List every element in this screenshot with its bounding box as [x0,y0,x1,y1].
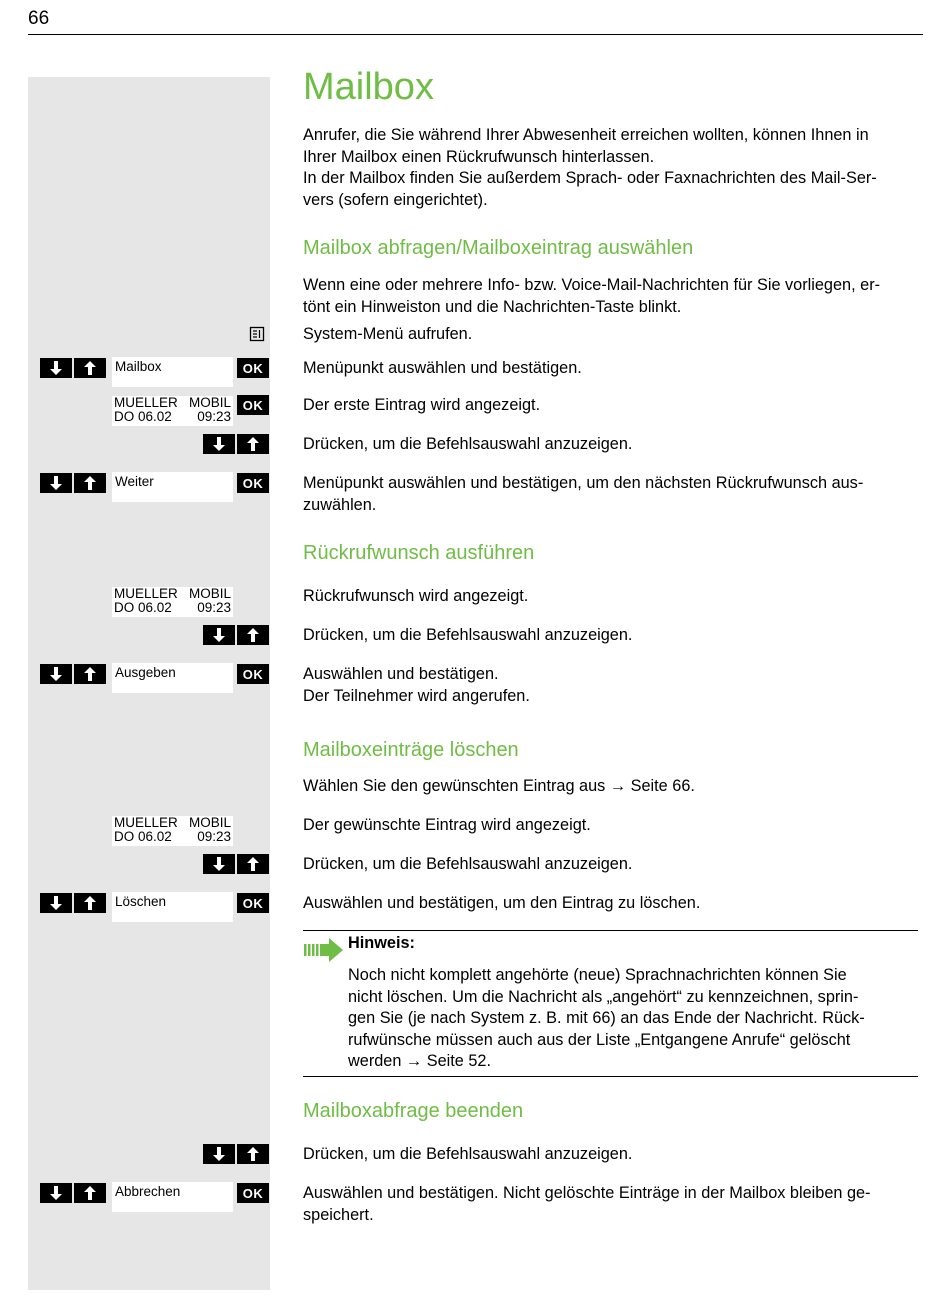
display-entry: MUELLER MOBIL DO 06.02 09:23 [114,815,231,844]
system-menu-icon[interactable] [249,326,265,342]
arrow-down-icon [49,360,63,376]
step-callback-shown: Rückrufwunsch wird angezeigt. [303,587,529,605]
section-intro-query: Wenn eine oder mehrere Info- bzw. Voice-Mail-Nachrichten für Sie vorliegen, er- tönt ein Hinweiston und die Nachrichten-Taste blinkt. [303,276,881,316]
arrow-up-key[interactable] [237,625,269,645]
arrow-up-key[interactable] [74,893,106,913]
arrow-up-key[interactable] [237,854,269,874]
step-system-menu: System-Menü aufrufen. [303,325,473,343]
page-title: Mailbox [303,66,434,108]
ok-button[interactable]: OK [237,395,269,415]
arrow-down-key[interactable] [40,1183,72,1203]
arrow-up-icon [246,436,260,452]
arrow-up-key[interactable] [74,358,106,378]
page-number: 66 [28,8,50,29]
ok-button[interactable]: OK [237,664,269,684]
arrow-down-icon [212,856,226,872]
arrow-up-icon [83,475,97,491]
step-delete-entry: Auswählen und bestätigen, um den Eintrag zu löschen. [303,894,701,912]
arrow-down-icon [49,666,63,682]
intro-text: Anrufer, die Sie während Ihrer Abwesenheit erreichen wollten, können Ihnen in Ihrer Mailbox einen Rückrufwunsch hinterlassen. In der Mailbox finden Sie außerdem Sprach- oder Faxnachrichten des Mail-Ser- vers (sofern eingerichtet). [303,126,877,209]
menu-item-mailbox[interactable]: Mailbox [112,357,233,387]
menu-item-loeschen[interactable]: Löschen [112,892,233,922]
hint-top-rule [303,930,918,931]
arrow-down-icon [49,1185,63,1201]
arrow-down-icon [49,475,63,491]
menu-item-ausgeben[interactable]: Ausgeben [112,663,233,693]
ok-button[interactable]: OK [237,1183,269,1203]
arrow-down-key[interactable] [40,893,72,913]
ok-button[interactable]: OK [237,473,269,493]
step-dial: Auswählen und bestätigen. Der Teilnehmer wird angerufen. [303,665,530,705]
step-show-commands: Drücken, um die Befehlsauswahl anzuzeigen. [303,626,633,644]
arrow-down-key[interactable] [203,854,235,874]
arrow-up-icon [246,627,260,643]
arrow-up-key[interactable] [74,1183,106,1203]
hint-text: Noch nicht komplett angehörte (neue) Sprachnachrichten können Sie nicht löschen. Um die Nachricht als „angehört“ zu kennzeichnen, sprin- gen Sie (je nach System z. B. mit 66) an das Ende der Nachricht. Rück- rufwünsche müssen auch aus der Liste „Entgangene Anrufe“ gelöscht werden → Seite 52. [348,966,865,1070]
step-select-mailbox: Menüpunkt auswählen und bestätigen. [303,359,582,377]
arrow-down-icon [212,627,226,643]
hint-title: Hinweis: [348,934,415,952]
arrow-down-icon [212,1146,226,1162]
section-heading-end: Mailboxabfrage beenden [303,1100,524,1122]
arrow-up-icon [83,360,97,376]
arrow-down-key[interactable] [40,358,72,378]
step-show-commands: Drücken, um die Befehlsauswahl anzuzeigen. [303,1145,633,1163]
step-show-commands: Drücken, um die Befehlsauswahl anzuzeigen. [303,435,633,453]
hint-arrow-icon [303,937,345,963]
section-heading-delete: Mailboxeinträge löschen [303,739,519,761]
arrow-up-key[interactable] [74,664,106,684]
arrow-up-key[interactable] [237,434,269,454]
arrow-up-icon [246,1146,260,1162]
arrow-up-icon [83,666,97,682]
arrow-up-icon [83,895,97,911]
step-choose-entry: Wählen Sie den gewünschten Eintrag aus → Seite 66. [303,777,695,795]
step-show-commands: Drücken, um die Befehlsauswahl anzuzeigen. [303,855,633,873]
section-heading-query: Mailbox abfragen/Mailboxeintrag auswählen [303,237,694,259]
ok-button[interactable]: OK [237,358,269,378]
arrow-down-key[interactable] [203,625,235,645]
arrow-up-icon [83,1185,97,1201]
header-rule [28,34,923,35]
arrow-down-icon [212,436,226,452]
arrow-down-key[interactable] [40,664,72,684]
arrow-up-icon [246,856,260,872]
ok-button[interactable]: OK [237,893,269,913]
display-entry: MUELLER MOBIL DO 06.02 09:23 [114,395,231,424]
arrow-down-key[interactable] [203,434,235,454]
display-entry: MUELLER MOBIL DO 06.02 09:23 [114,586,231,615]
arrow-down-icon [49,895,63,911]
arrow-up-key[interactable] [74,473,106,493]
step-first-entry: Der erste Eintrag wird angezeigt. [303,396,541,414]
step-next-entry: Menüpunkt auswählen und bestätigen, um den nächsten Rückrufwunsch aus- zuwählen. [303,474,864,514]
step-cancel: Auswählen und bestätigen. Nicht gelöschte Einträge in der Mailbox bleiben ge- speichert. [303,1184,871,1224]
arrow-down-key[interactable] [40,473,72,493]
step-entry-shown: Der gewünschte Eintrag wird angezeigt. [303,816,591,834]
hint-bottom-rule [303,1076,918,1077]
menu-item-weiter[interactable]: Weiter [112,472,233,502]
menu-item-abbrechen[interactable]: Abbrechen [112,1182,233,1212]
section-heading-callback: Rückrufwunsch ausführen [303,542,535,564]
arrow-up-key[interactable] [237,1144,269,1164]
arrow-down-key[interactable] [203,1144,235,1164]
